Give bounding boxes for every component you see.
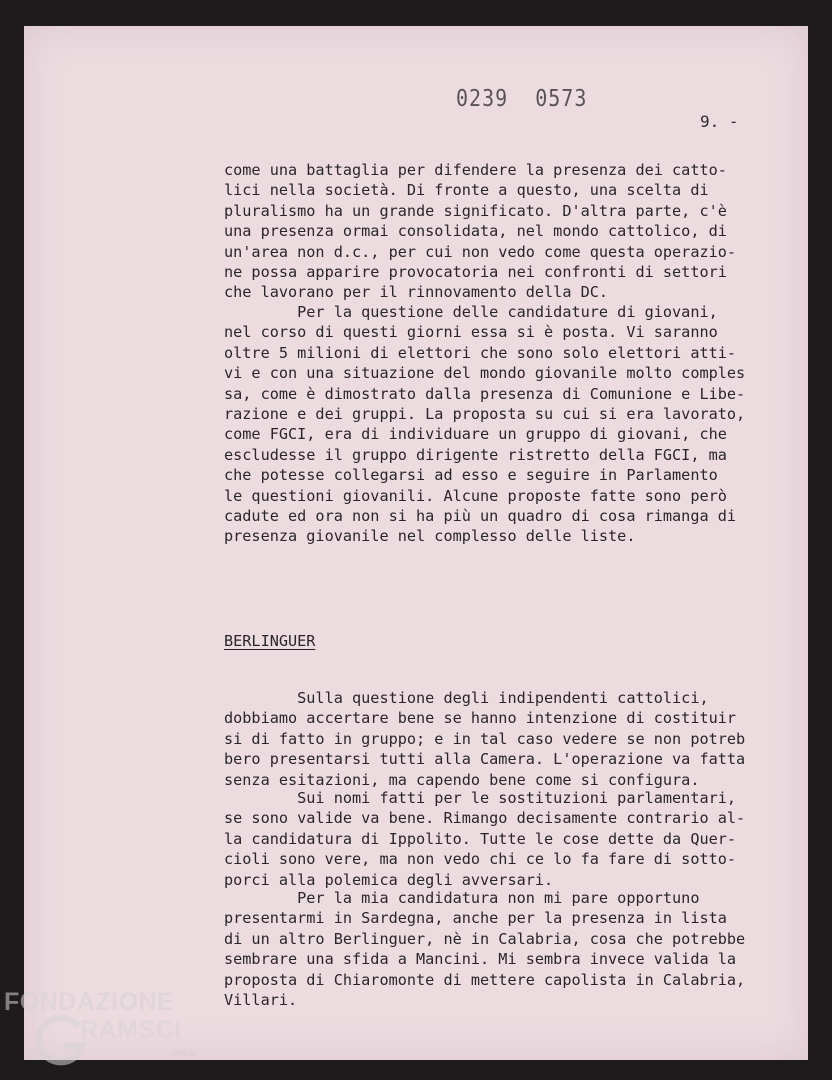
watermark-line-1: FONDAZIONE bbox=[4, 988, 175, 1016]
paragraph-2: Per la questione delle candidature di giovani, nel corso di questi giorni essa si è posta. Vi saranno oltre 5 milioni di elettori che sono solo elettori atti- vi e con una situazione del mondo giovanile molto comples sa, come è dimostrato dalla presenza di Comunione e Libe- razione e dei gruppi. La proposta su cui si era lavorato, come FGCI, era di individuare un gruppo di giovani, che escludesse il gruppo dirigente ristretto della FGCI, ma che potesse collegarsi ad esso e seguire in Parlamento le questioni giovanili. Alcune proposte fatte sono però cadute ed ora non si ha più un quadro di cosa rimanga di presenza giovanile nel complesso delle liste. bbox=[224, 303, 746, 546]
watermark-line-2: RAMSCI bbox=[80, 1016, 182, 1044]
page-number: 9. - bbox=[700, 112, 739, 131]
speaker-heading: BERLINGUER bbox=[224, 632, 316, 650]
watermark-onlus: onlus bbox=[172, 1048, 196, 1059]
paragraph-1: come una battaglia per difendere la presenza dei catto- lici nella società. Di fronte a questo, una scelta di pluralismo ha un grande significato. D'altra parte, c'è una presenza ormai consolidata, nel mondo cattolico, di un'area non d.c., per cui non vedo come questa operazio- ne possa apparire provocatoria nei confronti di settori che lavorano per il rinnovamento della DC. bbox=[224, 161, 737, 302]
paragraph-5: Per la mia candidatura non mi pare opportuno presentarmi in Sardegna, anche per la presenza in lista di un altro Berlinguer, nè in Calabria, cosa che potrebbe sembrare una sfida a Mancini. Mi sembra invece valida la proposta di Chiaromonte di mettere capolista in Calabria, Villari. bbox=[224, 889, 746, 1010]
paragraph-4: Sui nomi fatti per le sostituzioni parlamentari, se sono valide va bene. Rimango decisamente contrario al- la candidatura di Ippolito. Tutte le cose dette da Quer- cioli sono vere, ma non vedo chi ce lo fa fare di sotto- porci alla polemica degli avversari. bbox=[224, 789, 746, 889]
fondazione-gramsci-watermark bbox=[4, 988, 214, 1080]
archive-stamp: 0239 0573 bbox=[456, 84, 588, 112]
paragraph-3: Sulla questione degli indipendenti cattolici, dobbiamo accertare bene se hanno intenzione di costituir si di fatto in gruppo; e in tal caso vedere se non potreb bero presentarsi tutti alla Camera. L'operazione va fatta senza esitazioni, ma capendo bene come si configura. bbox=[224, 689, 746, 789]
